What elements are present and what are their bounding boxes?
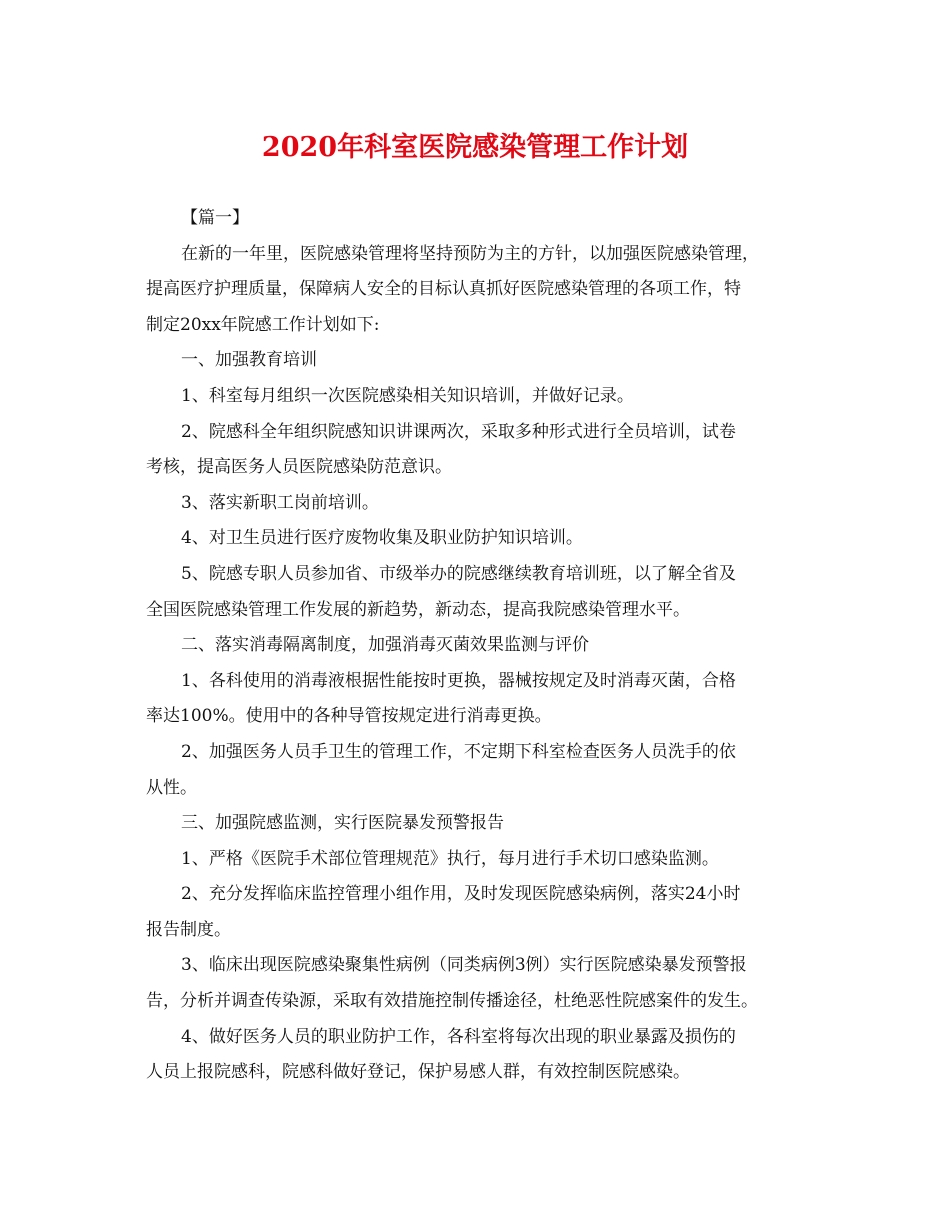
text-line: 2、加强医务人员手卫生的管理工作，不定期下科室检查医务人员洗手的依	[181, 741, 736, 762]
part-label: 【篇一】	[181, 208, 249, 228]
text-line: 制定20xx年院感工作计划如下:	[146, 314, 380, 335]
text-line: 1、科室每月组织一次医院感染相关知识培训，并做好记录。	[181, 385, 634, 406]
text-line: 三、加强院感监测，实行医院暴发预警报告	[181, 813, 504, 834]
text-line: 人员上报院感科，院感科做好登记，保护易感人群，有效控制医院感染。	[146, 1062, 690, 1083]
document-body	[146, 201, 814, 1091]
text-line: 考核，提高医务人员医院感染防范意识。	[146, 457, 452, 478]
text-line: 率达100%。使用中的各种导管按规定进行消毒更换。	[146, 706, 552, 727]
text-line: 在新的一年里，医院感染管理将坚持预防为主的方针，以加强医院感染管理，	[181, 243, 759, 264]
text-line: 报告制度。	[146, 919, 231, 940]
document-title: 2020年科室医院感染管理工作计划	[261, 132, 689, 163]
text-line: 告，分析并调查传染源，采取有效措施控制传播途径，杜绝恶性院感案件的发生。	[146, 991, 758, 1012]
text-line: 提高医疗护理质量，保障病人安全的目标认真抓好医院感染管理的各项工作，特	[146, 279, 741, 300]
text-line: 2、充分发挥临床监控管理小组作用，及时发现医院感染病例，落实24小时	[181, 884, 741, 905]
text-line: 从性。	[146, 777, 197, 798]
paragraph-lines	[146, 237, 814, 1091]
text-line: 5、院感专职人员参加省、市级举办的院感继续教育培训班，以了解全省及	[181, 563, 736, 584]
text-line: 1、各科使用的消毒液根据性能按时更换，器械按规定及时消毒灭菌，合格	[181, 670, 736, 691]
text-line: 全国医院感染管理工作发展的新趋势，新动态，提高我院感染管理水平。	[146, 599, 690, 620]
text-line: 二、落实消毒隔离制度，加强消毒灭菌效果监测与评价	[181, 635, 589, 656]
text-line: 3、落实新职工岗前培训。	[181, 492, 379, 513]
text-line: 4、对卫生员进行医疗废物收集及职业防护知识培训。	[181, 528, 583, 549]
text-line: 2、院感科全年组织院感知识讲课两次，采取多种形式进行全员培训，试卷	[181, 421, 736, 442]
text-line: 一、加强教育培训	[181, 350, 317, 371]
text-line: 3、临床出现医院感染聚集性病例（同类病例3例）实行医院感染暴发预警报	[181, 955, 747, 976]
text-line: 4、做好医务人员的职业防护工作，各科室将每次出现的职业暴露及损伤的	[181, 1026, 736, 1047]
text-line: 1、严格《医院手术部位管理规范》执行，每月进行手术切口感染监测。	[181, 848, 719, 869]
